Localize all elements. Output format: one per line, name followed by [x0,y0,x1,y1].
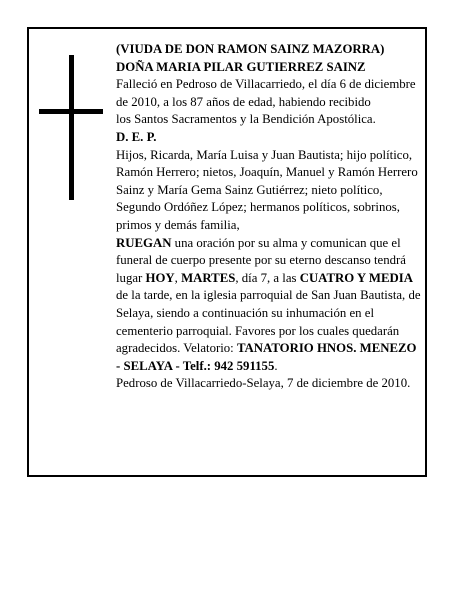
request-text-2: , día 7, a las [235,270,300,285]
hoy-word: HOY [145,270,175,285]
family-paragraph: Hijos, Ricarda, María Luisa y Juan Bautista; hijo político, Ramón Herrero; nietos, Joaquín, Manuel y Ramón Herrero Sainz y María Gema Sainz Gutiérrez; nieto político, Segundo Ordóñez López; hermanos políticos, sobrinos, primos y demás familia, [116,147,418,232]
place-date: Pedroso de Villacarriedo-Selaya, 7 de diciembre de 2010. [116,376,411,391]
request-text-1: una oración por su alma y comunican que el funeral de cuerpo presente por su eterno descanso tendrá lugar [116,235,406,285]
death-line-3: los Santos Sacramentos y la Bendición Apostólica. [116,112,376,127]
cross-icon [39,55,103,200]
obituary-notice [27,27,427,477]
cross-vertical-bar [69,55,74,200]
dep-line: D. E. P. [116,129,157,144]
martes-word: MARTES [181,270,236,285]
death-line-2: de 2010, a los 87 años de edad, habiendo recibido [116,94,371,109]
funeral-home: TANATORIO HNOS. MENEZO - SELAYA - Telf.: 942 591155 [116,341,417,373]
request-period: . [274,358,278,373]
cross-horizontal-bar [39,109,103,114]
death-line-1: Falleció en Pedroso de Villacarriedo, el día 6 de diciembre [116,77,416,92]
widow-line: (VIUDA DE DON RAMON SAINZ MAZORRA) [116,42,385,56]
funeral-time: CUATRO Y MEDIA [299,270,413,285]
deceased-name: DOÑA MARIA PILAR GUTIERREZ SAINZ [116,59,366,74]
obituary-text [116,41,421,393]
request-paragraph [116,235,421,376]
request-text-3: de la tarde, en la iglesia parroquial de San Juan Bautista, de Selaya, siendo a continuación su inhumación en el cementerio parroquial. Favores por los cuales quedarán agradecidos. Velatorio: [116,288,421,356]
ruegan-word: RUEGAN [116,235,172,250]
request-comma: , [174,270,182,285]
